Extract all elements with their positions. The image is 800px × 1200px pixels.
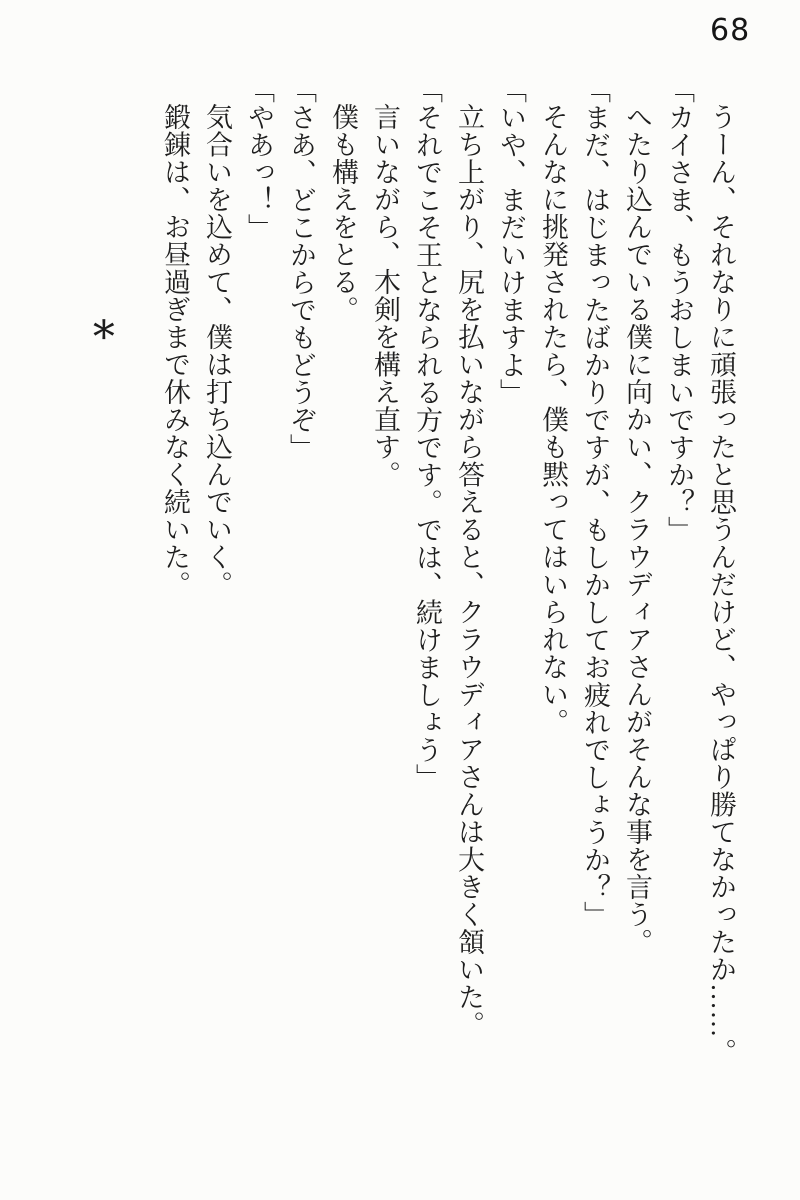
dialogue-line: 「まだ、はじまったばかりですが、もしかしてお疲れでしょうか？」	[580, 76, 610, 929]
paragraph: うーん、それなりに頑張ったと思うんだけど、やっぱり勝てなかったか……。	[706, 103, 736, 1066]
dialogue-line: 「やあっ！」	[244, 76, 274, 241]
scene-break-asterisk: ∗	[89, 303, 119, 354]
paragraph: 気合いを込めて、僕は打ち込んでいく。	[202, 103, 232, 598]
paragraph: 鍛錬は、お昼過ぎまで休みなく続いた。	[160, 103, 190, 598]
paragraph: 言いながら、木剣を構え直す。	[370, 103, 400, 488]
paragraph: 僕も構えをとる。	[328, 103, 358, 323]
paragraph: へたり込んでいる僕に向かい、クラウディアさんがそんな事を言う。	[622, 103, 652, 956]
paragraph: そんなに挑発されたら、僕も黙ってはいられない。	[538, 103, 568, 736]
dialogue-line: 「それでこそ王となられる方です。では、続けましょう」	[412, 76, 442, 791]
page-number: 68	[710, 13, 751, 48]
dialogue-line: 「カイさま、もうおしまいですか？」	[664, 76, 694, 544]
dialogue-line: 「いや、まだいけますよ」	[496, 76, 526, 406]
dialogue-line: 「さあ、どこからでもどうぞ」	[286, 76, 316, 461]
vertical-text-block	[102, 76, 742, 1080]
paragraph: 立ち上がり、尻を払いながら答えると、クラウディアさんは大きく頷いた。	[454, 103, 484, 1038]
